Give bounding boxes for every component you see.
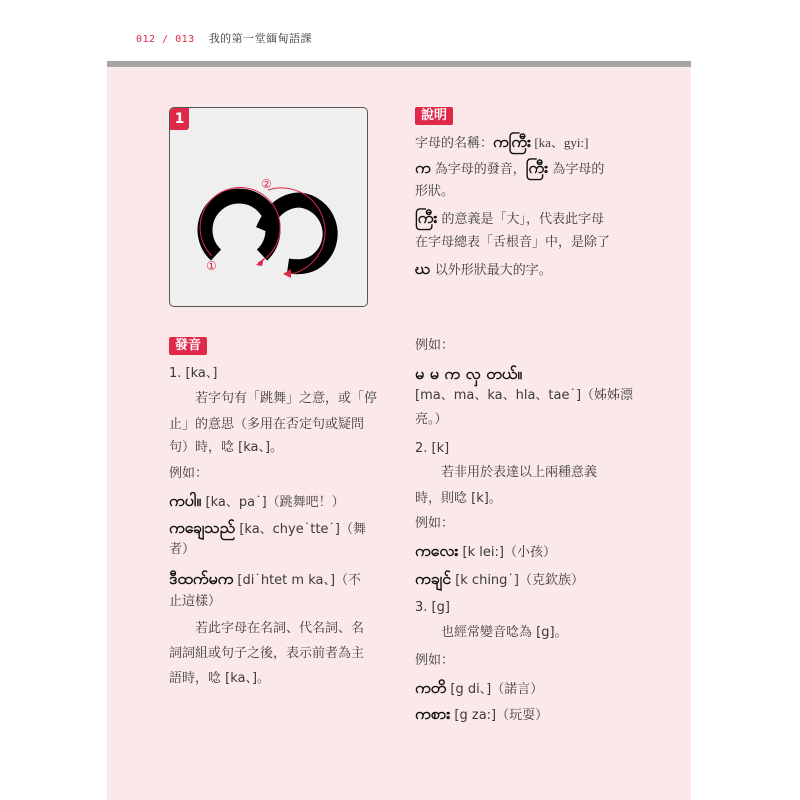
line-text: [k lei:]（小孩） (458, 545, 556, 560)
pronunciation-line (169, 464, 208, 484)
burmese-text: ကြီး (525, 158, 549, 177)
pronunciation-line (415, 463, 597, 483)
book-page (107, 61, 691, 800)
pronunciation-line (415, 704, 548, 726)
pronunciation-line (415, 386, 633, 406)
pronunciation-line (415, 541, 556, 563)
burmese-text: ကပါ။ (169, 491, 202, 510)
line-text: [g za:]（玩耍） (450, 708, 549, 723)
line-text: 3. [g] (415, 600, 450, 615)
line-text: 者） (169, 542, 196, 557)
pronunciation-line (169, 644, 364, 664)
pronunciation-line (169, 592, 221, 612)
explanation-line (415, 158, 604, 180)
line-text: 若非用於表達以上兩種意義 (415, 465, 598, 480)
romanization: [ka、gyi:] (531, 135, 589, 150)
line-text: 以外形狀最大的字。 (430, 263, 552, 278)
burmese-text: ကြီး (508, 132, 532, 151)
pronunciation-line (169, 669, 270, 689)
line-text: 形狀。 (415, 184, 455, 199)
pronunciation-line (169, 491, 345, 513)
page-numbers: 012 / 013 (136, 34, 195, 45)
running-header (136, 30, 312, 46)
burmese-text: ကလေး (415, 541, 459, 560)
line-text: 字母的名稱： (415, 136, 494, 151)
pronunciation-line (415, 514, 454, 534)
line-text: 亮。） (415, 412, 448, 427)
pronunciation-line (415, 439, 449, 459)
stroke-arrow-2 (283, 269, 291, 278)
line-text: 若此字母在名詞、代名詞、名 (169, 621, 365, 636)
line-text: 時，則唸 [k]。 (415, 491, 502, 506)
burmese-text: မ မ က လှ တယ်။ (415, 364, 523, 383)
figure-number: 1 (170, 108, 189, 130)
line-text: 2. [k] (415, 441, 450, 456)
stroke-number-2: ② (261, 177, 272, 191)
explanation-line (415, 182, 454, 202)
burmese-text: ကချေသည် (169, 518, 236, 537)
line-text: 止」的意思（多用在否定句或疑問 (169, 417, 365, 432)
pronunciation-line (169, 518, 366, 540)
line-text: [ka、pa˙]（跳舞吧！） (201, 495, 345, 510)
explanation-tag: 說明 (415, 107, 453, 125)
stroke-arrow-1 (256, 258, 264, 266)
burmese-text: ဒီထက်မက (169, 569, 234, 588)
line-text: 語時，唸 [ka、]。 (169, 671, 271, 686)
line-text: 止這樣） (169, 594, 222, 609)
pronunciation-line (415, 336, 454, 356)
burmese-text: ကြီး (415, 208, 438, 227)
pronunciation-line (415, 651, 454, 671)
stroke-number-1: ① (206, 259, 217, 273)
pronunciation-tag: 發音 (169, 337, 207, 355)
line-text: 例如： (415, 516, 455, 531)
line-text: 在字母總表「舌根音」中，是除了 (415, 235, 611, 250)
pronunciation-line (169, 389, 377, 409)
burmese-text: ကစား (415, 704, 451, 723)
pronunciation-line (169, 364, 217, 384)
pronunciation-line (415, 569, 584, 591)
explanation-line (415, 132, 588, 154)
explanation-line (415, 233, 610, 253)
burmese-text: ဃ (415, 259, 431, 278)
letter-figure (169, 107, 368, 307)
line-text: 也經常變音唸為 [g]。 (415, 625, 568, 640)
line-text: 句）時，唸 [ka、]。 (169, 440, 284, 455)
pronunciation-line (415, 410, 448, 430)
line-text: 若字句有「跳舞」之意，或「停 (169, 391, 378, 406)
pronunciation-line (415, 364, 522, 386)
burmese-text: ကတိ (415, 678, 447, 697)
pronunciation-line (169, 540, 195, 560)
line-text: 例如： (169, 466, 209, 481)
top-rule (107, 61, 691, 67)
letter-ka-stroke-diagram (170, 108, 368, 307)
pronunciation-line (415, 678, 543, 700)
line-text: 例如： (415, 338, 455, 353)
line-text: 1. [ka、] (169, 366, 218, 381)
pronunciation-line (169, 415, 364, 435)
line-text: [g di、]（諾言） (446, 682, 544, 697)
line-text: 例如： (415, 653, 455, 668)
line-text: 為字母的 (548, 162, 605, 177)
pronunciation-line (169, 619, 364, 639)
line-text: 為字母的發音， (430, 162, 526, 177)
burmese-text: က (493, 132, 509, 151)
book-title: 我的第一堂緬甸語課 (208, 32, 313, 45)
pronunciation-line (415, 489, 502, 509)
line-text: 的意義是「大」，代表此字母 (437, 212, 605, 227)
burmese-text: က (415, 158, 431, 177)
line-text: [di˙htet m ka、]（不 (233, 573, 362, 588)
pronunciation-line (169, 438, 283, 458)
line-text: [ma、ma、ka、hla、tae˙]（姊姊漂 (415, 388, 634, 403)
explanation-line (415, 208, 604, 230)
explanation-line (415, 259, 552, 281)
pronunciation-line (415, 598, 450, 618)
pronunciation-line (169, 569, 361, 591)
burmese-text: ကချင် (415, 569, 452, 588)
pronunciation-line (415, 623, 568, 643)
line-text: 詞詞組或句子之後，表示前者為主 (169, 646, 365, 661)
line-text: [ka、chye˙tte˙]（舞 (235, 522, 367, 537)
line-text: [k ching˙]（克欽族） (451, 573, 584, 588)
